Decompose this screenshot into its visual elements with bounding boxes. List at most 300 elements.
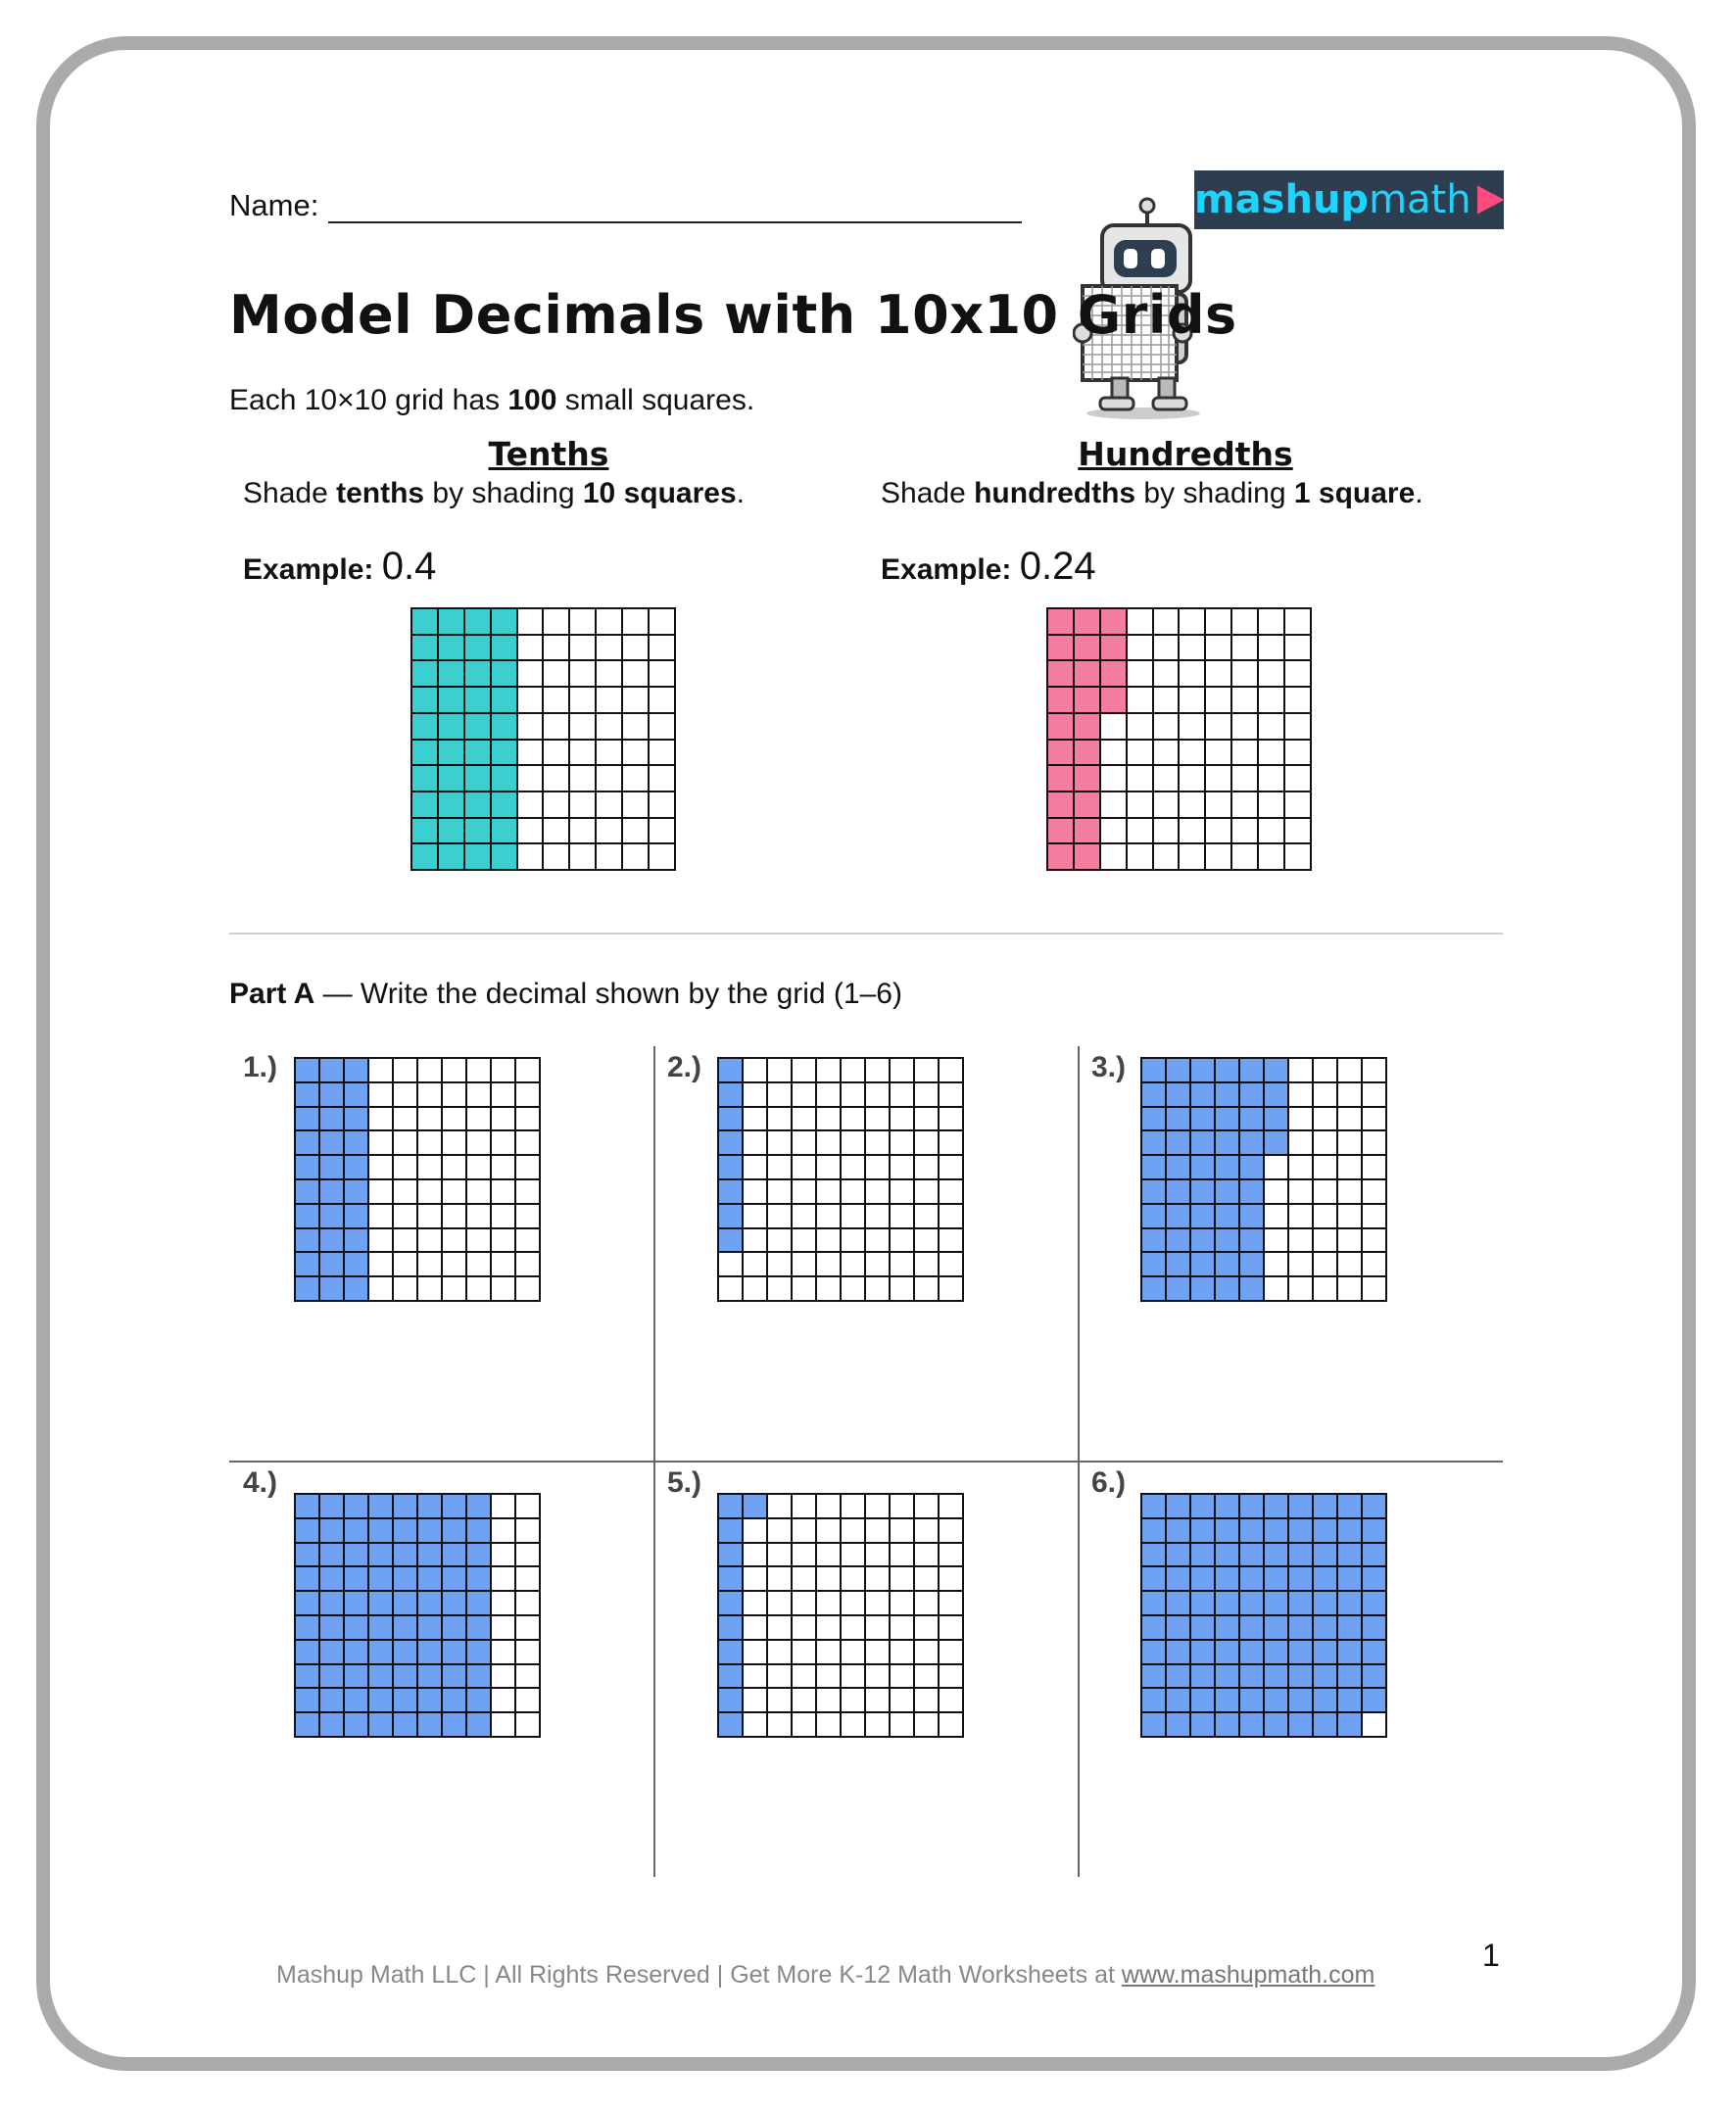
grid-cell xyxy=(1191,1567,1214,1590)
grid-cell xyxy=(1240,1083,1263,1106)
grid-cell xyxy=(320,1083,343,1106)
grid-cell xyxy=(443,1665,465,1688)
grid-cell xyxy=(1338,1567,1361,1590)
grid-cell xyxy=(1216,1083,1238,1106)
grid-cell xyxy=(1265,1205,1287,1227)
grid-cell xyxy=(1265,1229,1287,1252)
grid-cell xyxy=(443,1544,465,1566)
grid-cell xyxy=(465,714,490,739)
grid-cell xyxy=(1075,688,1099,712)
grid-cell xyxy=(1191,1059,1214,1081)
grid-cell xyxy=(1142,1156,1165,1178)
grid-cell xyxy=(518,819,543,843)
grid-cell xyxy=(793,1689,815,1711)
desc-part: . xyxy=(1415,477,1423,509)
grid-cell xyxy=(1206,609,1230,634)
grid-cell xyxy=(866,1641,889,1663)
grid-cell xyxy=(369,1156,392,1178)
grid-cell xyxy=(1167,1567,1189,1590)
grid-cell xyxy=(891,1277,913,1300)
grid-cell xyxy=(719,1253,742,1275)
grid-cell xyxy=(1265,1689,1287,1711)
grid-cell xyxy=(443,1108,465,1130)
grid-cell xyxy=(768,1083,791,1106)
grid-cell xyxy=(793,1180,815,1203)
grid-cell xyxy=(842,1229,864,1252)
grid-cell xyxy=(1285,741,1310,765)
grid-cell xyxy=(296,1156,318,1178)
problem-4-grid xyxy=(294,1493,541,1738)
grid-cell xyxy=(518,661,543,686)
grid-cell xyxy=(597,688,621,712)
grid-cell xyxy=(394,1519,416,1542)
grid-cell xyxy=(1289,1592,1312,1614)
grid-cell xyxy=(1338,1495,1361,1517)
grid-cell xyxy=(891,1616,913,1639)
grid-cell xyxy=(516,1616,539,1639)
grid-cell xyxy=(418,1277,441,1300)
grid-cell xyxy=(1240,1180,1263,1203)
grid-cell xyxy=(443,1713,465,1736)
grid-cell xyxy=(345,1180,367,1203)
grid-cell xyxy=(1259,819,1283,843)
grid-cell xyxy=(516,1495,539,1517)
grid-cell xyxy=(650,661,674,686)
grid-cell xyxy=(744,1713,766,1736)
desc-part: . xyxy=(736,477,745,509)
grid-cell xyxy=(1338,1277,1361,1300)
grid-cell xyxy=(516,1108,539,1130)
grid-cell xyxy=(744,1592,766,1614)
grid-cell xyxy=(394,1205,416,1227)
grid-cell xyxy=(744,1205,766,1227)
grid-cell xyxy=(516,1567,539,1590)
grid-cell xyxy=(1142,1641,1165,1663)
grid-cell xyxy=(940,1156,962,1178)
grid-cell xyxy=(1216,1180,1238,1203)
grid-cell xyxy=(1285,609,1310,634)
grid-cell xyxy=(369,1180,392,1203)
grid-cell xyxy=(1142,1253,1165,1275)
grid-cell xyxy=(1206,844,1230,869)
grid-cell xyxy=(492,1083,514,1106)
grid-cell xyxy=(1289,1083,1312,1106)
grid-cell xyxy=(1191,1495,1214,1517)
grid-cell xyxy=(940,1229,962,1252)
grid-cell xyxy=(1363,1689,1385,1711)
grid-cell xyxy=(443,1229,465,1252)
grid-cell xyxy=(1191,1592,1214,1614)
grid-cell xyxy=(394,1083,416,1106)
grid-cell xyxy=(320,1495,343,1517)
grid-cell xyxy=(369,1083,392,1106)
grid-cell xyxy=(793,1229,815,1252)
grid-cell xyxy=(915,1641,938,1663)
grid-cell xyxy=(492,1641,514,1663)
grid-cell xyxy=(842,1519,864,1542)
grid-cell xyxy=(492,1544,514,1566)
grid-cell xyxy=(492,766,516,791)
grid-cell xyxy=(1191,1616,1214,1639)
grid-cell xyxy=(320,1059,343,1081)
grid-cell xyxy=(1142,1616,1165,1639)
grid-cell xyxy=(1289,1495,1312,1517)
grid-cell xyxy=(1216,1495,1238,1517)
grid-cell xyxy=(412,766,437,791)
grid-cell xyxy=(492,1180,514,1203)
grid-cell xyxy=(1167,1180,1189,1203)
grid-cell xyxy=(492,636,516,660)
grid-cell xyxy=(1167,1592,1189,1614)
grid-cell xyxy=(492,1108,514,1130)
grid-cell xyxy=(1167,1689,1189,1711)
grid-cell xyxy=(817,1641,840,1663)
grid-cell xyxy=(394,1567,416,1590)
grid-cell xyxy=(1289,1229,1312,1252)
grid-cell xyxy=(320,1592,343,1614)
grid-cell xyxy=(915,1205,938,1227)
grid-cell xyxy=(623,792,648,817)
grid-cell xyxy=(597,766,621,791)
grid-cell xyxy=(1363,1616,1385,1639)
grid-cell xyxy=(296,1567,318,1590)
grid-cell xyxy=(516,1131,539,1154)
grid-cell xyxy=(296,1180,318,1203)
grid-cell xyxy=(1265,1713,1287,1736)
grid-cell xyxy=(492,1592,514,1614)
grid-cell xyxy=(443,1519,465,1542)
grid-cell xyxy=(1128,609,1152,634)
tenths-heading: Tenths xyxy=(488,435,609,473)
grid-cell xyxy=(443,1567,465,1590)
grid-cell xyxy=(1240,1641,1263,1663)
grid-cell xyxy=(369,1229,392,1252)
grid-cell xyxy=(516,1689,539,1711)
grid-cell xyxy=(650,819,674,843)
grid-cell xyxy=(518,741,543,765)
grid-cell xyxy=(492,609,516,634)
grid-cell xyxy=(940,1592,962,1614)
grid-cell xyxy=(443,1180,465,1203)
grid-cell xyxy=(793,1519,815,1542)
grid-cell xyxy=(1167,1205,1189,1227)
grid-cell xyxy=(1101,766,1126,791)
grid-cell xyxy=(492,1616,514,1639)
grid-cell xyxy=(915,1131,938,1154)
grid-cell xyxy=(1206,636,1230,660)
grid-cell xyxy=(418,1592,441,1614)
grid-cell xyxy=(1232,661,1257,686)
grid-cell xyxy=(439,688,463,712)
grid-cell xyxy=(412,636,437,660)
grid-cell xyxy=(842,1616,864,1639)
grid-cell xyxy=(1363,1665,1385,1688)
grid-cell xyxy=(369,1616,392,1639)
grid-cell xyxy=(842,1665,864,1688)
grid-cell xyxy=(1265,1616,1287,1639)
grid-cell xyxy=(1101,792,1126,817)
grid-cell xyxy=(1075,609,1099,634)
grid-cell xyxy=(793,1108,815,1130)
grid-cell xyxy=(1154,844,1179,869)
grid-cell xyxy=(467,1131,490,1154)
grid-cell xyxy=(320,1277,343,1300)
grid-cell xyxy=(320,1519,343,1542)
grid-cell xyxy=(1142,1229,1165,1252)
grid-cell xyxy=(1289,1689,1312,1711)
grid-cell xyxy=(518,714,543,739)
grid-cell xyxy=(1289,1519,1312,1542)
problem-6-label: 6.) xyxy=(1091,1466,1127,1499)
grid-cell xyxy=(443,1156,465,1178)
hundredths-example-grid xyxy=(1046,607,1312,871)
grid-cell xyxy=(915,1544,938,1566)
grid-cell xyxy=(597,792,621,817)
grid-cell xyxy=(492,844,516,869)
grid-cell xyxy=(891,1180,913,1203)
grid-cell xyxy=(467,1665,490,1688)
grid-cell xyxy=(345,1519,367,1542)
grid-cell xyxy=(492,1567,514,1590)
grid-cell xyxy=(1285,766,1310,791)
tenths-example xyxy=(243,545,436,589)
grid-cell xyxy=(518,609,543,634)
grid-cell xyxy=(768,1665,791,1688)
footer-link[interactable]: www.mashupmath.com xyxy=(1121,1961,1375,1989)
grid-cell xyxy=(744,1519,766,1542)
tenths-description xyxy=(243,477,745,510)
grid-cell xyxy=(1289,1665,1312,1688)
grid-cell xyxy=(369,1253,392,1275)
grid-cell xyxy=(744,1131,766,1154)
grid-cell xyxy=(467,1592,490,1614)
grid-cell xyxy=(443,1059,465,1081)
grid-cell xyxy=(1240,1156,1263,1178)
grid-cell xyxy=(719,1592,742,1614)
grid-cell xyxy=(842,1544,864,1566)
grid-cell xyxy=(1232,714,1257,739)
grid-cell xyxy=(719,1180,742,1203)
grid-cell xyxy=(394,1495,416,1517)
grid-cell xyxy=(940,1253,962,1275)
grid-cell xyxy=(544,844,568,869)
grid-cell xyxy=(817,1665,840,1688)
grid-cell xyxy=(1240,1519,1263,1542)
grid-cell xyxy=(1154,609,1179,634)
hundredths-description xyxy=(881,477,1423,510)
grid-cell xyxy=(320,1205,343,1227)
grid-cell xyxy=(1363,1567,1385,1590)
grid-cell xyxy=(1128,741,1152,765)
grid-cell xyxy=(744,1059,766,1081)
grid-cell xyxy=(369,1592,392,1614)
grid-cell xyxy=(1167,1108,1189,1130)
grid-cell xyxy=(1285,844,1310,869)
grid-cell xyxy=(570,714,595,739)
grid-cell xyxy=(1338,1059,1361,1081)
grid-cell xyxy=(345,1253,367,1275)
grid-cell xyxy=(570,844,595,869)
grid-cell xyxy=(1216,1205,1238,1227)
grid-cell xyxy=(1240,1131,1263,1154)
grid-cell xyxy=(1363,1229,1385,1252)
grid-cell xyxy=(1240,1277,1263,1300)
grid-cell xyxy=(744,1253,766,1275)
grid-cell xyxy=(915,1592,938,1614)
grid-cell xyxy=(1314,1665,1336,1688)
grid-cell xyxy=(1259,766,1283,791)
grid-cell xyxy=(1048,766,1073,791)
grid-cell xyxy=(1216,1713,1238,1736)
page-number: 1 xyxy=(1482,1938,1500,1973)
grid-cell xyxy=(439,741,463,765)
grid-cell xyxy=(518,792,543,817)
grid-cell xyxy=(1128,844,1152,869)
grid-cell xyxy=(467,1156,490,1178)
grid-cell xyxy=(1265,1108,1287,1130)
grid-cell xyxy=(1289,1641,1312,1663)
grid-cell xyxy=(1314,1519,1336,1542)
grid-cell xyxy=(1142,1567,1165,1590)
desc-part: by shading xyxy=(1135,477,1294,509)
grid-cell xyxy=(793,1156,815,1178)
grid-cell xyxy=(1240,1665,1263,1688)
grid-cell xyxy=(320,1108,343,1130)
grid-cell xyxy=(793,1059,815,1081)
desc-part: by shading xyxy=(424,477,583,509)
grid-cell xyxy=(439,609,463,634)
grid-cell xyxy=(1180,636,1204,660)
grid-cell xyxy=(915,1108,938,1130)
grid-cell xyxy=(842,1277,864,1300)
grid-cell xyxy=(891,1713,913,1736)
grid-cell xyxy=(467,1495,490,1517)
grid-cell xyxy=(1180,741,1204,765)
grid-cell xyxy=(1180,714,1204,739)
grid-cell xyxy=(866,1592,889,1614)
desc-bold: 10 squares xyxy=(582,477,737,509)
grid-cell xyxy=(719,1108,742,1130)
grid-cell xyxy=(1232,766,1257,791)
grid-cell xyxy=(768,1131,791,1154)
grid-cell xyxy=(793,1205,815,1227)
grid-cell xyxy=(1314,1495,1336,1517)
grid-cell xyxy=(719,1544,742,1566)
grid-cell xyxy=(817,1592,840,1614)
grid-cell xyxy=(891,1519,913,1542)
grid-cell xyxy=(1167,1131,1189,1154)
grid-cell xyxy=(817,1616,840,1639)
grid-cell xyxy=(793,1495,815,1517)
grid-cell xyxy=(418,1180,441,1203)
grid-cell xyxy=(418,1567,441,1590)
grid-cell xyxy=(1216,1665,1238,1688)
grid-cell xyxy=(492,819,516,843)
grid-cell xyxy=(544,766,568,791)
grid-cell xyxy=(394,1665,416,1688)
grid-cell xyxy=(296,1544,318,1566)
grid-cell xyxy=(369,1108,392,1130)
grid-cell xyxy=(1075,766,1099,791)
grid-cell xyxy=(793,1665,815,1688)
grid-cell xyxy=(345,1616,367,1639)
grid-cell xyxy=(1101,688,1126,712)
grid-cell xyxy=(544,792,568,817)
grid-cell xyxy=(1232,792,1257,817)
grid-cell xyxy=(597,819,621,843)
grid-cell xyxy=(940,1519,962,1542)
grid-cell xyxy=(1191,1277,1214,1300)
grid-cell xyxy=(1142,1083,1165,1106)
grid-cell xyxy=(1142,1665,1165,1688)
grid-cell xyxy=(793,1567,815,1590)
grid-cell xyxy=(492,1713,514,1736)
grid-cell xyxy=(394,1180,416,1203)
grid-cell xyxy=(320,1131,343,1154)
grid-cell xyxy=(492,661,516,686)
grid-cell xyxy=(1314,1131,1336,1154)
grid-cell xyxy=(394,1253,416,1275)
grid-cell xyxy=(1240,1544,1263,1566)
problem-3-label: 3.) xyxy=(1091,1051,1127,1083)
grid-cell xyxy=(1259,661,1283,686)
grid-cell xyxy=(915,1665,938,1688)
grid-cell xyxy=(1154,741,1179,765)
grid-cell xyxy=(1206,661,1230,686)
grid-cell xyxy=(1265,1131,1287,1154)
grid-cell xyxy=(719,1059,742,1081)
grid-cell xyxy=(320,1156,343,1178)
grid-cell xyxy=(345,1205,367,1227)
grid-cell xyxy=(768,1689,791,1711)
grid-cell xyxy=(744,1616,766,1639)
grid-cell xyxy=(320,1253,343,1275)
grid-cell xyxy=(465,609,490,634)
grid-cell xyxy=(296,1713,318,1736)
hundredths-example xyxy=(881,545,1096,589)
grid-cell xyxy=(597,714,621,739)
grid-cell xyxy=(1154,714,1179,739)
grid-cell xyxy=(1363,1277,1385,1300)
grid-cell xyxy=(768,1495,791,1517)
grid-cell xyxy=(744,1665,766,1688)
problem-6-grid xyxy=(1140,1493,1387,1738)
grid-cell xyxy=(1048,714,1073,739)
grid-cell xyxy=(1216,1108,1238,1130)
grid-cell xyxy=(1289,1131,1312,1154)
problem-5-label: 5.) xyxy=(667,1466,702,1499)
grid-cell xyxy=(296,1592,318,1614)
grid-cell xyxy=(369,1059,392,1081)
problem-1-grid xyxy=(294,1057,541,1302)
name-line[interactable] xyxy=(328,192,1022,223)
grid-cell xyxy=(296,1495,318,1517)
name-field[interactable] xyxy=(229,188,1022,223)
example-value: 0.24 xyxy=(1019,545,1096,588)
grid-cell xyxy=(768,1519,791,1542)
grid-cell xyxy=(516,1641,539,1663)
grid-cell xyxy=(1338,1689,1361,1711)
grid-cell xyxy=(1191,1519,1214,1542)
problem-4-label: 4.) xyxy=(243,1466,278,1499)
grid-cell xyxy=(412,844,437,869)
grid-cell xyxy=(1206,766,1230,791)
grid-cell xyxy=(1289,1277,1312,1300)
grid-cell xyxy=(719,1083,742,1106)
grid-cell xyxy=(518,636,543,660)
grid-cell xyxy=(369,1131,392,1154)
grid-cell xyxy=(866,1156,889,1178)
